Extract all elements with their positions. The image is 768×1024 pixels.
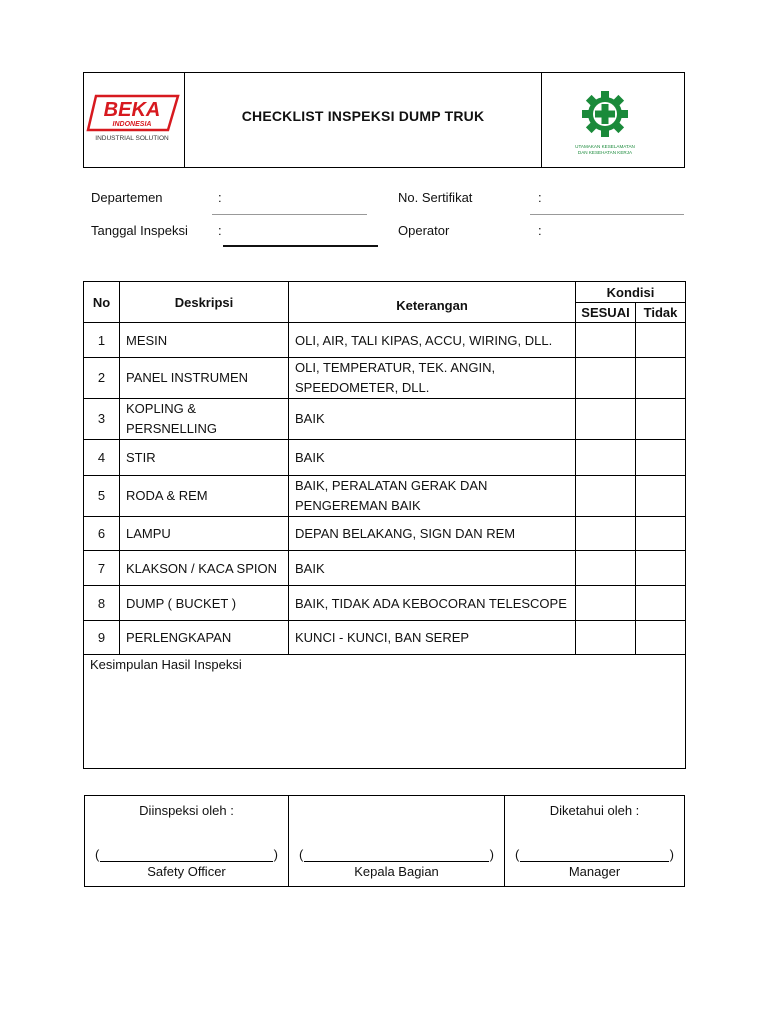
conclusion-field[interactable] (84, 655, 686, 769)
k3-caption-line1: UTAMAKAN KESELAMATAN (575, 144, 635, 149)
signature-table (84, 795, 685, 887)
tidak-checkbox-cell[interactable] (636, 399, 686, 440)
beka-logo (86, 90, 182, 146)
safety-officer-label: Safety Officer (147, 864, 226, 879)
row-no: 1 (84, 323, 120, 358)
tidak-checkbox-cell[interactable] (636, 323, 686, 358)
departemen-label: Departemen (91, 190, 163, 205)
paren-open: ( (515, 847, 520, 862)
row-deskripsi: RODA & REM (120, 476, 289, 517)
conclusion-row (84, 655, 686, 769)
manager-label: Manager (568, 864, 621, 879)
row-keterangan: OLI, TEMPERATUR, TEK. ANGIN, SPEEDOMETER, DLL. (289, 358, 576, 399)
sesuai-checkbox-cell[interactable] (576, 358, 636, 399)
signature-line[interactable] (515, 847, 674, 862)
row-keterangan: DEPAN BELAKANG, SIGN DAN REM (289, 517, 576, 551)
signature-inspector (85, 796, 289, 887)
row-no: 5 (84, 476, 120, 517)
tidak-checkbox-cell[interactable] (636, 476, 686, 517)
no-sertifikat-label: No. Sertifikat (398, 190, 473, 205)
tanggal-inspeksi-underline (223, 245, 378, 247)
row-no: 8 (84, 586, 120, 621)
row-no: 2 (84, 358, 120, 399)
signature-line[interactable] (95, 847, 278, 862)
tidak-checkbox-cell[interactable] (636, 621, 686, 655)
row-no: 6 (84, 517, 120, 551)
header-kondisi: Kondisi (576, 282, 686, 303)
sesuai-checkbox-cell[interactable] (576, 440, 636, 476)
signature-blank (100, 847, 272, 862)
tanggal-inspeksi-label: Tanggal Inspeksi (91, 223, 188, 238)
row-no: 9 (84, 621, 120, 655)
table-row (84, 323, 686, 358)
header-deskripsi: Deskripsi (120, 282, 289, 323)
row-keterangan: BAIK, PERALATAN GERAK DAN PENGEREMAN BAIK (289, 476, 576, 517)
tidak-checkbox-cell[interactable] (636, 440, 686, 476)
header-tidak: Tidak (636, 303, 686, 323)
header-keterangan: Keterangan (289, 282, 576, 323)
paren-open: ( (95, 847, 100, 862)
row-deskripsi: DUMP ( BUCKET ) (120, 586, 289, 621)
table-row (84, 358, 686, 399)
row-keterangan: KUNCI - KUNCI, BAN SEREP (289, 621, 576, 655)
tidak-checkbox-cell[interactable] (636, 517, 686, 551)
signature-kepala (289, 796, 505, 887)
row-keterangan: BAIK (289, 399, 576, 440)
acknowledged-by-label: Diketahui oleh : (549, 803, 640, 818)
table-row (84, 440, 686, 476)
document-title: CHECKLIST INSPEKSI DUMP TRUK (241, 108, 485, 124)
row-deskripsi: KOPLING & PERSNELLING (120, 399, 289, 440)
signature-manager (505, 796, 685, 887)
row-no: 4 (84, 440, 120, 476)
table-row (84, 586, 686, 621)
sesuai-checkbox-cell[interactable] (576, 476, 636, 517)
row-deskripsi: KLAKSON / KACA SPION (120, 551, 289, 586)
sesuai-checkbox-cell[interactable] (576, 517, 636, 551)
header-divider (541, 72, 542, 168)
row-keterangan: OLI, AIR, TALI KIPAS, ACCU, WIRING, DLL. (289, 323, 576, 358)
sesuai-checkbox-cell[interactable] (576, 323, 636, 358)
no-sertifikat-underline (530, 214, 684, 215)
logo-tagline-text: INDUSTRIAL SOLUTION (95, 135, 169, 142)
table-row (84, 517, 686, 551)
table-row (84, 399, 686, 440)
sesuai-checkbox-cell[interactable] (576, 586, 636, 621)
sesuai-checkbox-cell[interactable] (576, 399, 636, 440)
conclusion-label: Kesimpulan Hasil Inspeksi (90, 657, 242, 672)
row-keterangan: BAIK, TIDAK ADA KEBOCORAN TELESCOPE (289, 586, 576, 621)
signature-blank (520, 847, 668, 862)
table-row (84, 621, 686, 655)
paren-close: ) (273, 847, 278, 862)
logo-sub-text: INDONESIA (112, 121, 152, 128)
paren-open: ( (299, 847, 304, 862)
row-deskripsi: PANEL INSTRUMEN (120, 358, 289, 399)
row-deskripsi: LAMPU (120, 517, 289, 551)
table-row (84, 551, 686, 586)
paren-close: ) (669, 847, 674, 862)
tidak-checkbox-cell[interactable] (636, 551, 686, 586)
operator-colon: : (538, 223, 542, 238)
signature-line[interactable] (299, 847, 494, 862)
departemen-underline (212, 214, 367, 215)
sesuai-checkbox-cell[interactable] (576, 551, 636, 586)
operator-label: Operator (398, 223, 450, 238)
row-deskripsi: STIR (120, 440, 289, 476)
k3-safety-gear-icon (572, 88, 668, 158)
departemen-colon: : (218, 190, 222, 205)
row-keterangan: BAIK (289, 551, 576, 586)
paren-close: ) (489, 847, 494, 862)
kepala-bagian-label: Kepala Bagian (354, 864, 439, 879)
table-row (84, 476, 686, 517)
logo-brand-text: BEKA (103, 99, 161, 121)
k3-caption-line2: DAN KESEHATAN KERJA (577, 150, 633, 155)
tidak-checkbox-cell[interactable] (636, 586, 686, 621)
inspected-by-label: Diinspeksi oleh : (139, 803, 234, 818)
row-deskripsi: PERLENGKAPAN (120, 621, 289, 655)
checklist-table (83, 281, 686, 769)
header-no: No (84, 282, 120, 323)
row-no: 3 (84, 399, 120, 440)
no-sertifikat-colon: : (538, 190, 542, 205)
tanggal-inspeksi-colon: : (218, 223, 222, 238)
header-sesuai: SESUAI (576, 303, 636, 323)
row-deskripsi: MESIN (120, 323, 289, 358)
sesuai-checkbox-cell[interactable] (576, 621, 636, 655)
tidak-checkbox-cell[interactable] (636, 358, 686, 399)
row-no: 7 (84, 551, 120, 586)
signature-blank (304, 847, 488, 862)
row-keterangan: BAIK (289, 440, 576, 476)
